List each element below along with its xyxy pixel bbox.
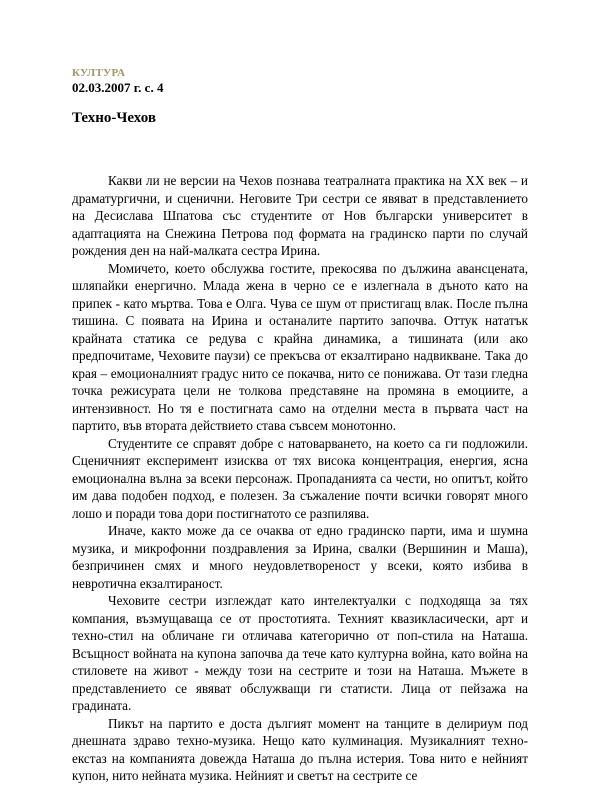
section-label: КУЛТУРА: [72, 67, 126, 79]
paragraph: Студентите се справят добре с натоварването, на което са ги подложили. Сценичният експеримент изисква от тях висока концентрация, енергия, ясна емоционална вълна за всеки персонаж. Пропаданията са чести, но опитът, който им дава подобен подход, е полезен. За съжаление почти всички говорят много лошо и поради това дори постигнатото се разпилява.: [72, 435, 528, 521]
paragraph: Какви ли не версии на Чехов познава театралната практика на ХХ век – и драматургични, и сценични. Неговите Три сестри се явяват в представлението на Десислава Шпатова със студентите от Нов български университет в адаптацията на Снежина Петрова под формата на градинско парти по случай рождения ден на най-малката сестра Ирина.: [72, 173, 528, 258]
paragraph: Момичето, което обслужва гостите, прекосява по дължина авансцената, шляпайки енергично. Млада жена в черно се е излегнала в дъното като на припек - като мъртва. Това е Олга. Чува се шум от пристигащ влак. После пълна тишина. С появата на Ирина и останалите партито започва. Оттук нататък крайната статика се редува с крайна динамика, а тишината (или ако предпочитаме, Чеховите паузи) се прекъсва от екзалтирано надвикване. Така до края – емоционалният градус нито се покачва, нито се понижава. От тази гледна точка режисурата цели не толкова представяне на промяна в емоциите, а интензивност. Но тя е постигната само на отделни места в първата част на партито, във втората действието става съвсем монотонно.: [72, 260, 528, 433]
paragraph: Иначе, както може да се очаква от едно градинско парти, има и шумна музика, и микрофонни поздравления за Ирина, свалки (Вершинин и Маша), безпричинен смях и много неудовлетвореност у всеки, която избива в невротична екзалтираност.: [72, 523, 528, 591]
paragraph: Пикът на партито е доста дългият момент на танците в делириум под днешната здраво техно-музика. Нещо като кулминация. Музикалният техно-екстаз на компанията довежда Наташа до пълна истерия. Това нито е нейният купон, нито нейната музика. Нейният и светът на сестрите се: [72, 715, 528, 783]
paragraph: Чеховите сестри изглеждат като интелектуалки с подходяща за тях компания, възмущаваща се от простотията. Техният квазикласически, арт и техно-стил на обличане ги отличава категорично от поп-стила на Наташа. Всъщност войната на купона започва да тече като културна война, като война на стиловете на живот - между този на сестрите и този на Наташа. Мъжете в представлението се явяват обслужващи ги статисти. Лица от пейзажа на градината.: [72, 593, 528, 713]
article-title: Техно-Чехов: [72, 110, 156, 126]
dateline: 02.03.2007 г. с. 4: [72, 80, 164, 95]
article-body: [72, 172, 528, 785]
